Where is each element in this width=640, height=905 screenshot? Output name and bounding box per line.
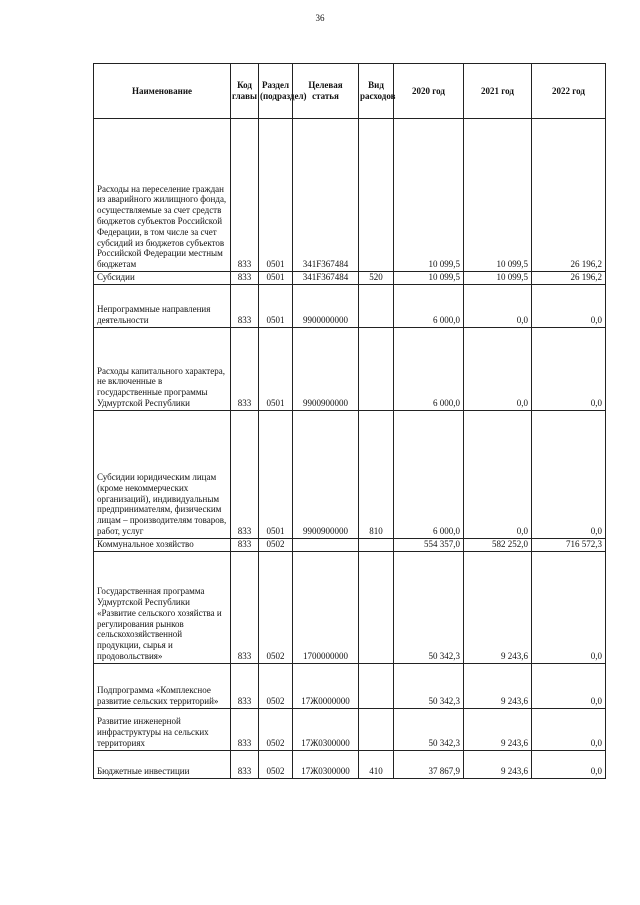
row-2021: 0,0 [464,284,532,327]
row-2021: 582 252,0 [464,538,532,551]
row-name: Непрограммные направления деятельности [94,284,231,327]
row-2022: 0,0 [532,708,606,750]
row-exp-type [359,551,394,663]
row-2020: 10 099,5 [394,119,464,272]
row-exp-type [359,663,394,708]
row-code: 833 [231,410,259,538]
header-2020: 2020 год [394,64,464,119]
row-2020: 6 000,0 [394,327,464,410]
row-2022: 0,0 [532,410,606,538]
row-target: 341F367484 [293,119,359,272]
row-target: 17Ж0300000 [293,750,359,778]
table-row [94,272,606,285]
header-section: Раздел (подраздел) [259,64,293,119]
row-exp-type [359,284,394,327]
row-2021: 9 243,6 [464,551,532,663]
table-row [94,284,606,327]
row-exp-type [359,708,394,750]
row-exp-type: 410 [359,750,394,778]
row-code: 833 [231,272,259,285]
row-code: 833 [231,750,259,778]
page-number: 36 [315,13,325,23]
row-section: 0502 [259,538,293,551]
header-name: Наименование [94,64,231,119]
row-section: 0502 [259,663,293,708]
header-row [94,64,606,119]
budget-table [93,63,606,779]
row-name: Субсидии юридическим лицам (кроме некоммерческих организаций), индивидуальным предпринимателям, физическим лицам – производителям товаров, работ, услуг [94,410,231,538]
row-2022: 0,0 [532,663,606,708]
row-2020: 10 099,5 [394,272,464,285]
row-2022: 0,0 [532,551,606,663]
row-target [293,538,359,551]
row-code: 833 [231,538,259,551]
row-section: 0502 [259,750,293,778]
row-2020: 50 342,3 [394,551,464,663]
row-target: 9900900000 [293,410,359,538]
row-target: 17Ж0000000 [293,663,359,708]
row-name: Расходы капитального характера, не включенные в государственные программы Удмуртской Республики [94,327,231,410]
row-2020: 6 000,0 [394,284,464,327]
table-row [94,551,606,663]
row-2022: 0,0 [532,750,606,778]
row-name: Субсидии [94,272,231,285]
row-target: 9900900000 [293,327,359,410]
row-2020: 50 342,3 [394,708,464,750]
header-code: Код главы [231,64,259,119]
row-2020: 6 000,0 [394,410,464,538]
row-2020: 50 342,3 [394,663,464,708]
row-2021: 10 099,5 [464,272,532,285]
row-code: 833 [231,119,259,272]
row-exp-type: 520 [359,272,394,285]
row-2021: 9 243,6 [464,750,532,778]
row-target: 9900000000 [293,284,359,327]
row-2021: 10 099,5 [464,119,532,272]
row-code: 833 [231,551,259,663]
row-exp-type [359,327,394,410]
row-2021: 9 243,6 [464,708,532,750]
table-row [94,750,606,778]
row-section: 0502 [259,708,293,750]
row-name: Бюджетные инвестиции [94,750,231,778]
row-2022: 716 572,3 [532,538,606,551]
row-2020: 37 867,9 [394,750,464,778]
row-2022: 0,0 [532,284,606,327]
row-code: 833 [231,327,259,410]
row-section: 0501 [259,119,293,272]
table-row [94,663,606,708]
row-name: Подпрограмма «Комплексное развитие сельских территорий» [94,663,231,708]
row-2022: 26 196,2 [532,272,606,285]
table-row [94,538,606,551]
header-2021: 2021 год [464,64,532,119]
row-exp-type [359,119,394,272]
table-row [94,327,606,410]
row-2022: 0,0 [532,327,606,410]
row-2021: 0,0 [464,327,532,410]
row-section: 0502 [259,551,293,663]
row-section: 0501 [259,272,293,285]
row-2022: 26 196,2 [532,119,606,272]
row-section: 0501 [259,410,293,538]
header-target: Целевая статья [293,64,359,119]
header-2022: 2022 год [532,64,606,119]
row-exp-type [359,538,394,551]
row-code: 833 [231,708,259,750]
row-target: 17Ж0300000 [293,708,359,750]
row-target: 1700000000 [293,551,359,663]
row-name: Государственная программа Удмуртской Республики «Развитие сельского хозяйства и регулирования рынков сельскохозяйственной продукции, сырья и продовольствия» [94,551,231,663]
row-2021: 9 243,6 [464,663,532,708]
row-code: 833 [231,663,259,708]
row-target: 341F367484 [293,272,359,285]
row-name: Развитие инженерной инфраструктуры на сельских территориях [94,708,231,750]
table-row [94,119,606,272]
row-code: 833 [231,284,259,327]
row-2021: 0,0 [464,410,532,538]
row-section: 0501 [259,327,293,410]
row-section: 0501 [259,284,293,327]
header-exp-type: Вид расходов [359,64,394,119]
table-row [94,708,606,750]
row-exp-type: 810 [359,410,394,538]
row-name: Расходы на переселение граждан из аварийного жилищного фонда, осуществляемые за счет средств бюджетов субъектов Российской Федерации, в том числе за счет субсидий из бюджетов субъектов Российской Федерации местным бюджетам [94,119,231,272]
row-2020: 554 357,0 [394,538,464,551]
row-name: Коммунальное хозяйство [94,538,231,551]
table-row [94,410,606,538]
